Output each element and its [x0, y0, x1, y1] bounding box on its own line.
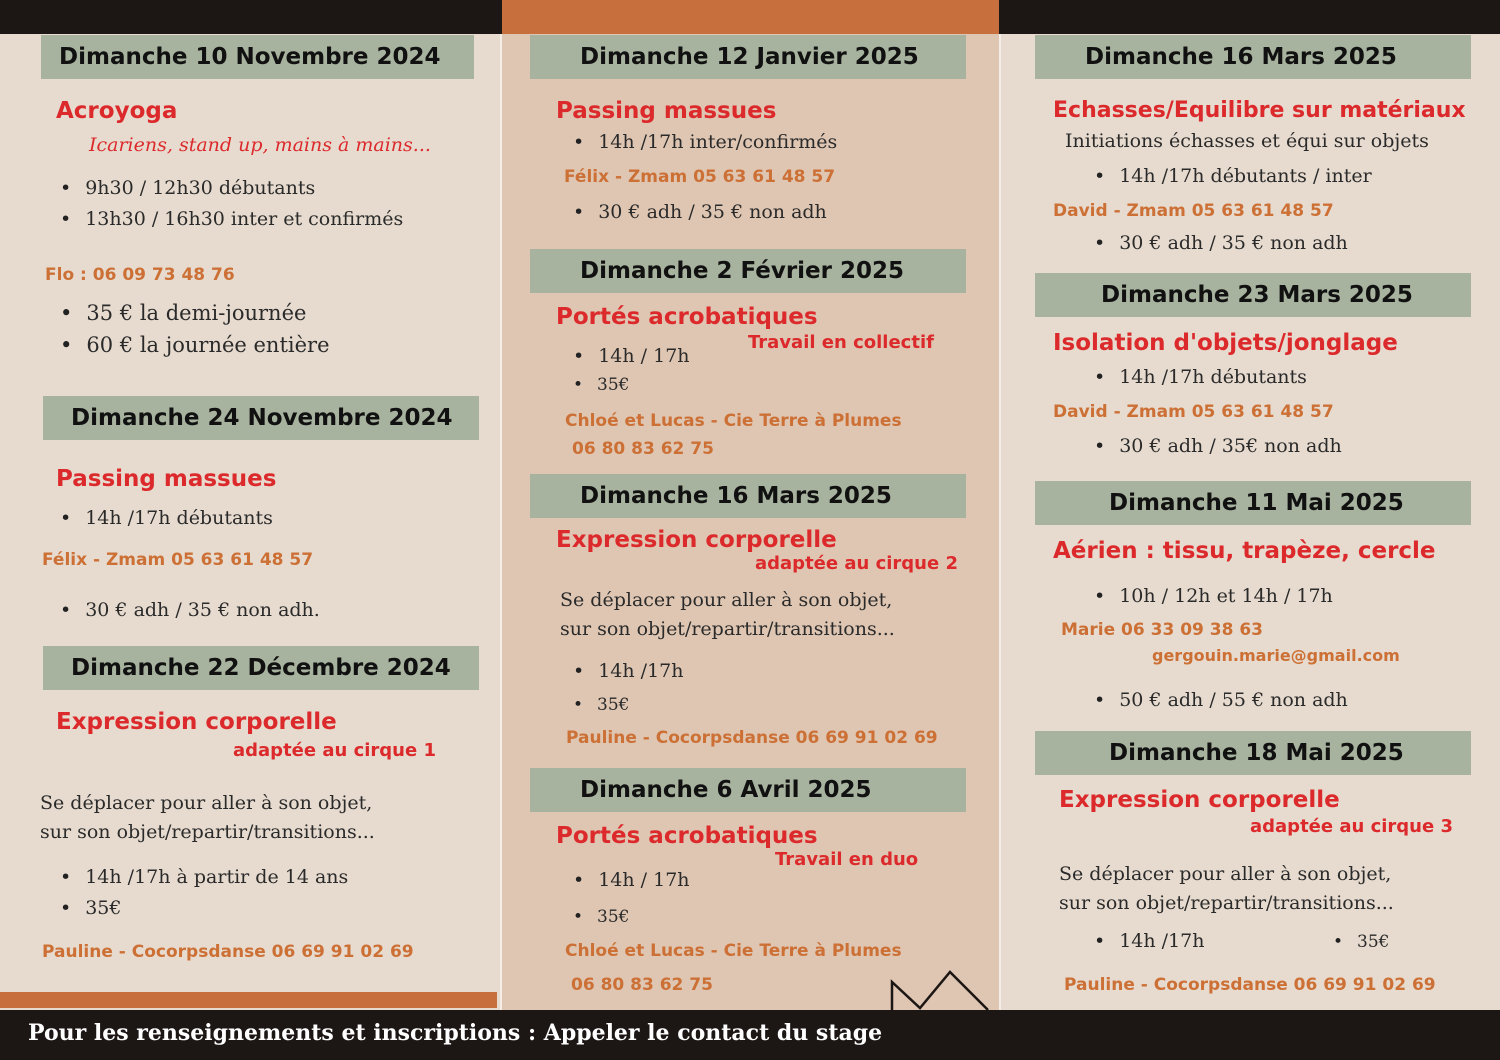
session-date-header: Dimanche 22 Décembre 2024 — [43, 646, 479, 690]
schedule-item: • 14h / 17h — [573, 343, 690, 369]
schedule-item: • 10h / 12h et 14h / 17h — [1094, 583, 1333, 609]
activity-subtitle: adaptée au cirque 2 — [755, 553, 958, 574]
schedule-item: • 14h /17h — [573, 658, 684, 684]
activity-title: Expression corporelle — [1059, 787, 1340, 813]
top-bar-accent — [502, 0, 999, 34]
activity-title: Isolation d'objets/jonglage — [1053, 330, 1398, 356]
contact-phone: 06 80 83 62 75 — [572, 439, 714, 459]
schedule-item: • 13h30 / 16h30 inter et confirmés — [60, 206, 403, 232]
session-date-header: Dimanche 11 Mai 2025 — [1035, 481, 1471, 525]
price-item: • 35€ — [573, 904, 629, 930]
activity-title: Passing massues — [56, 466, 277, 492]
contact-info: Flo : 06 09 73 48 76 — [45, 265, 235, 285]
contact-phone: 06 80 83 62 75 — [571, 975, 713, 995]
contact-info: Pauline - Cocorpsdanse 06 69 91 02 69 — [566, 728, 938, 748]
activity-title: Expression corporelle — [556, 527, 837, 553]
price-item: • 35€ — [60, 895, 121, 921]
bottom-accent-bar — [0, 992, 497, 1008]
price-item: • 30 € adh / 35€ non adh — [1094, 433, 1342, 459]
schedule-item: • 14h /17h à partir de 14 ans — [60, 864, 348, 890]
mountain-icon — [890, 968, 990, 1010]
session-date-header: Dimanche 10 Novembre 2024 — [41, 35, 474, 79]
schedule-item: • 14h /17h débutants — [60, 505, 273, 531]
schedule-item: • 14h /17h débutants — [1094, 364, 1307, 390]
activity-subtitle: Travail en collectif — [748, 332, 934, 353]
session-date-header: Dimanche 16 Mars 2025 — [530, 474, 966, 518]
contact-email: gergouin.marie@gmail.com — [1152, 646, 1400, 665]
schedule-item: • 9h30 / 12h30 débutants — [60, 175, 315, 201]
activity-title: Passing massues — [556, 98, 777, 124]
activity-subtitle: adaptée au cirque 3 — [1250, 816, 1453, 837]
contact-info: Marie 06 33 09 38 63 — [1061, 620, 1264, 640]
panel-divider — [999, 34, 1001, 1010]
contact-info: Félix - Zmam 05 63 61 48 57 — [42, 550, 314, 570]
description-text: Se déplacer pour aller à son objet, — [560, 589, 893, 611]
description-text: Initiations échasses et équi sur objets — [1065, 130, 1429, 152]
contact-info: Chloé et Lucas - Cie Terre à Plumes — [565, 941, 902, 961]
price-item: • 35 € la demi-journée — [60, 300, 306, 326]
activity-title: Portés acrobatiques — [556, 304, 818, 330]
price-item: • 30 € adh / 35 € non adh — [573, 199, 827, 225]
session-date-header: Dimanche 2 Février 2025 — [530, 249, 966, 293]
contact-info: Félix - Zmam 05 63 61 48 57 — [564, 167, 836, 187]
price-item: • 50 € adh / 55 € non adh — [1094, 687, 1348, 713]
schedule-item: • 14h /17h inter/confirmés — [573, 129, 837, 155]
session-date-header: Dimanche 18 Mai 2025 — [1035, 731, 1471, 775]
description-text: sur son objet/repartir/transitions... — [560, 618, 895, 640]
activity-title: Expression corporelle — [56, 709, 337, 735]
activity-subtitle: Travail en duo — [775, 849, 919, 870]
description-text: sur son objet/repartir/transitions... — [1059, 892, 1394, 914]
contact-info: Pauline - Cocorpsdanse 06 69 91 02 69 — [1064, 975, 1436, 995]
schedule-item: • 14h /17h — [1094, 928, 1205, 954]
price-item: • 30 € adh / 35 € non adh — [1094, 230, 1348, 256]
price-item: • 35€ — [1333, 929, 1389, 955]
activity-title: Aérien : tissu, trapèze, cercle — [1053, 538, 1436, 564]
description-text: Se déplacer pour aller à son objet, — [1059, 863, 1392, 885]
contact-info: David - Zmam 05 63 61 48 57 — [1053, 201, 1334, 221]
schedule-item: • 14h / 17h — [573, 867, 690, 893]
session-date-header: Dimanche 16 Mars 2025 — [1035, 35, 1471, 79]
contact-info: Pauline - Cocorpsdanse 06 69 91 02 69 — [42, 942, 414, 962]
session-date-header: Dimanche 23 Mars 2025 — [1035, 273, 1471, 317]
price-item: • 60 € la journée entière — [60, 332, 330, 358]
contact-info: Chloé et Lucas - Cie Terre à Plumes — [565, 411, 902, 431]
schedule-item: • 14h /17h débutants / inter — [1094, 163, 1372, 189]
contact-info: David - Zmam 05 63 61 48 57 — [1053, 402, 1334, 422]
session-date-header: Dimanche 12 Janvier 2025 — [530, 35, 966, 79]
footer-text: Pour les renseignements et inscriptions : Appeler le contact du stage — [28, 1020, 883, 1046]
activity-subtitle: Icariens, stand up, mains à mains... — [89, 134, 431, 156]
price-item: • 35€ — [573, 692, 629, 718]
price-item: • 30 € adh / 35 € non adh. — [60, 597, 320, 623]
activity-title: Acroyoga — [56, 98, 178, 124]
session-date-header: Dimanche 24 Novembre 2024 — [43, 396, 479, 440]
price-item: • 35€ — [573, 372, 629, 398]
activity-title: Echasses/Equilibre sur matériaux — [1053, 98, 1466, 123]
description-text: sur son objet/repartir/transitions... — [40, 821, 375, 843]
session-date-header: Dimanche 6 Avril 2025 — [530, 768, 966, 812]
panel-divider — [500, 34, 502, 1010]
activity-subtitle: adaptée au cirque 1 — [233, 740, 436, 761]
activity-title: Portés acrobatiques — [556, 823, 818, 849]
description-text: Se déplacer pour aller à son objet, — [40, 792, 373, 814]
